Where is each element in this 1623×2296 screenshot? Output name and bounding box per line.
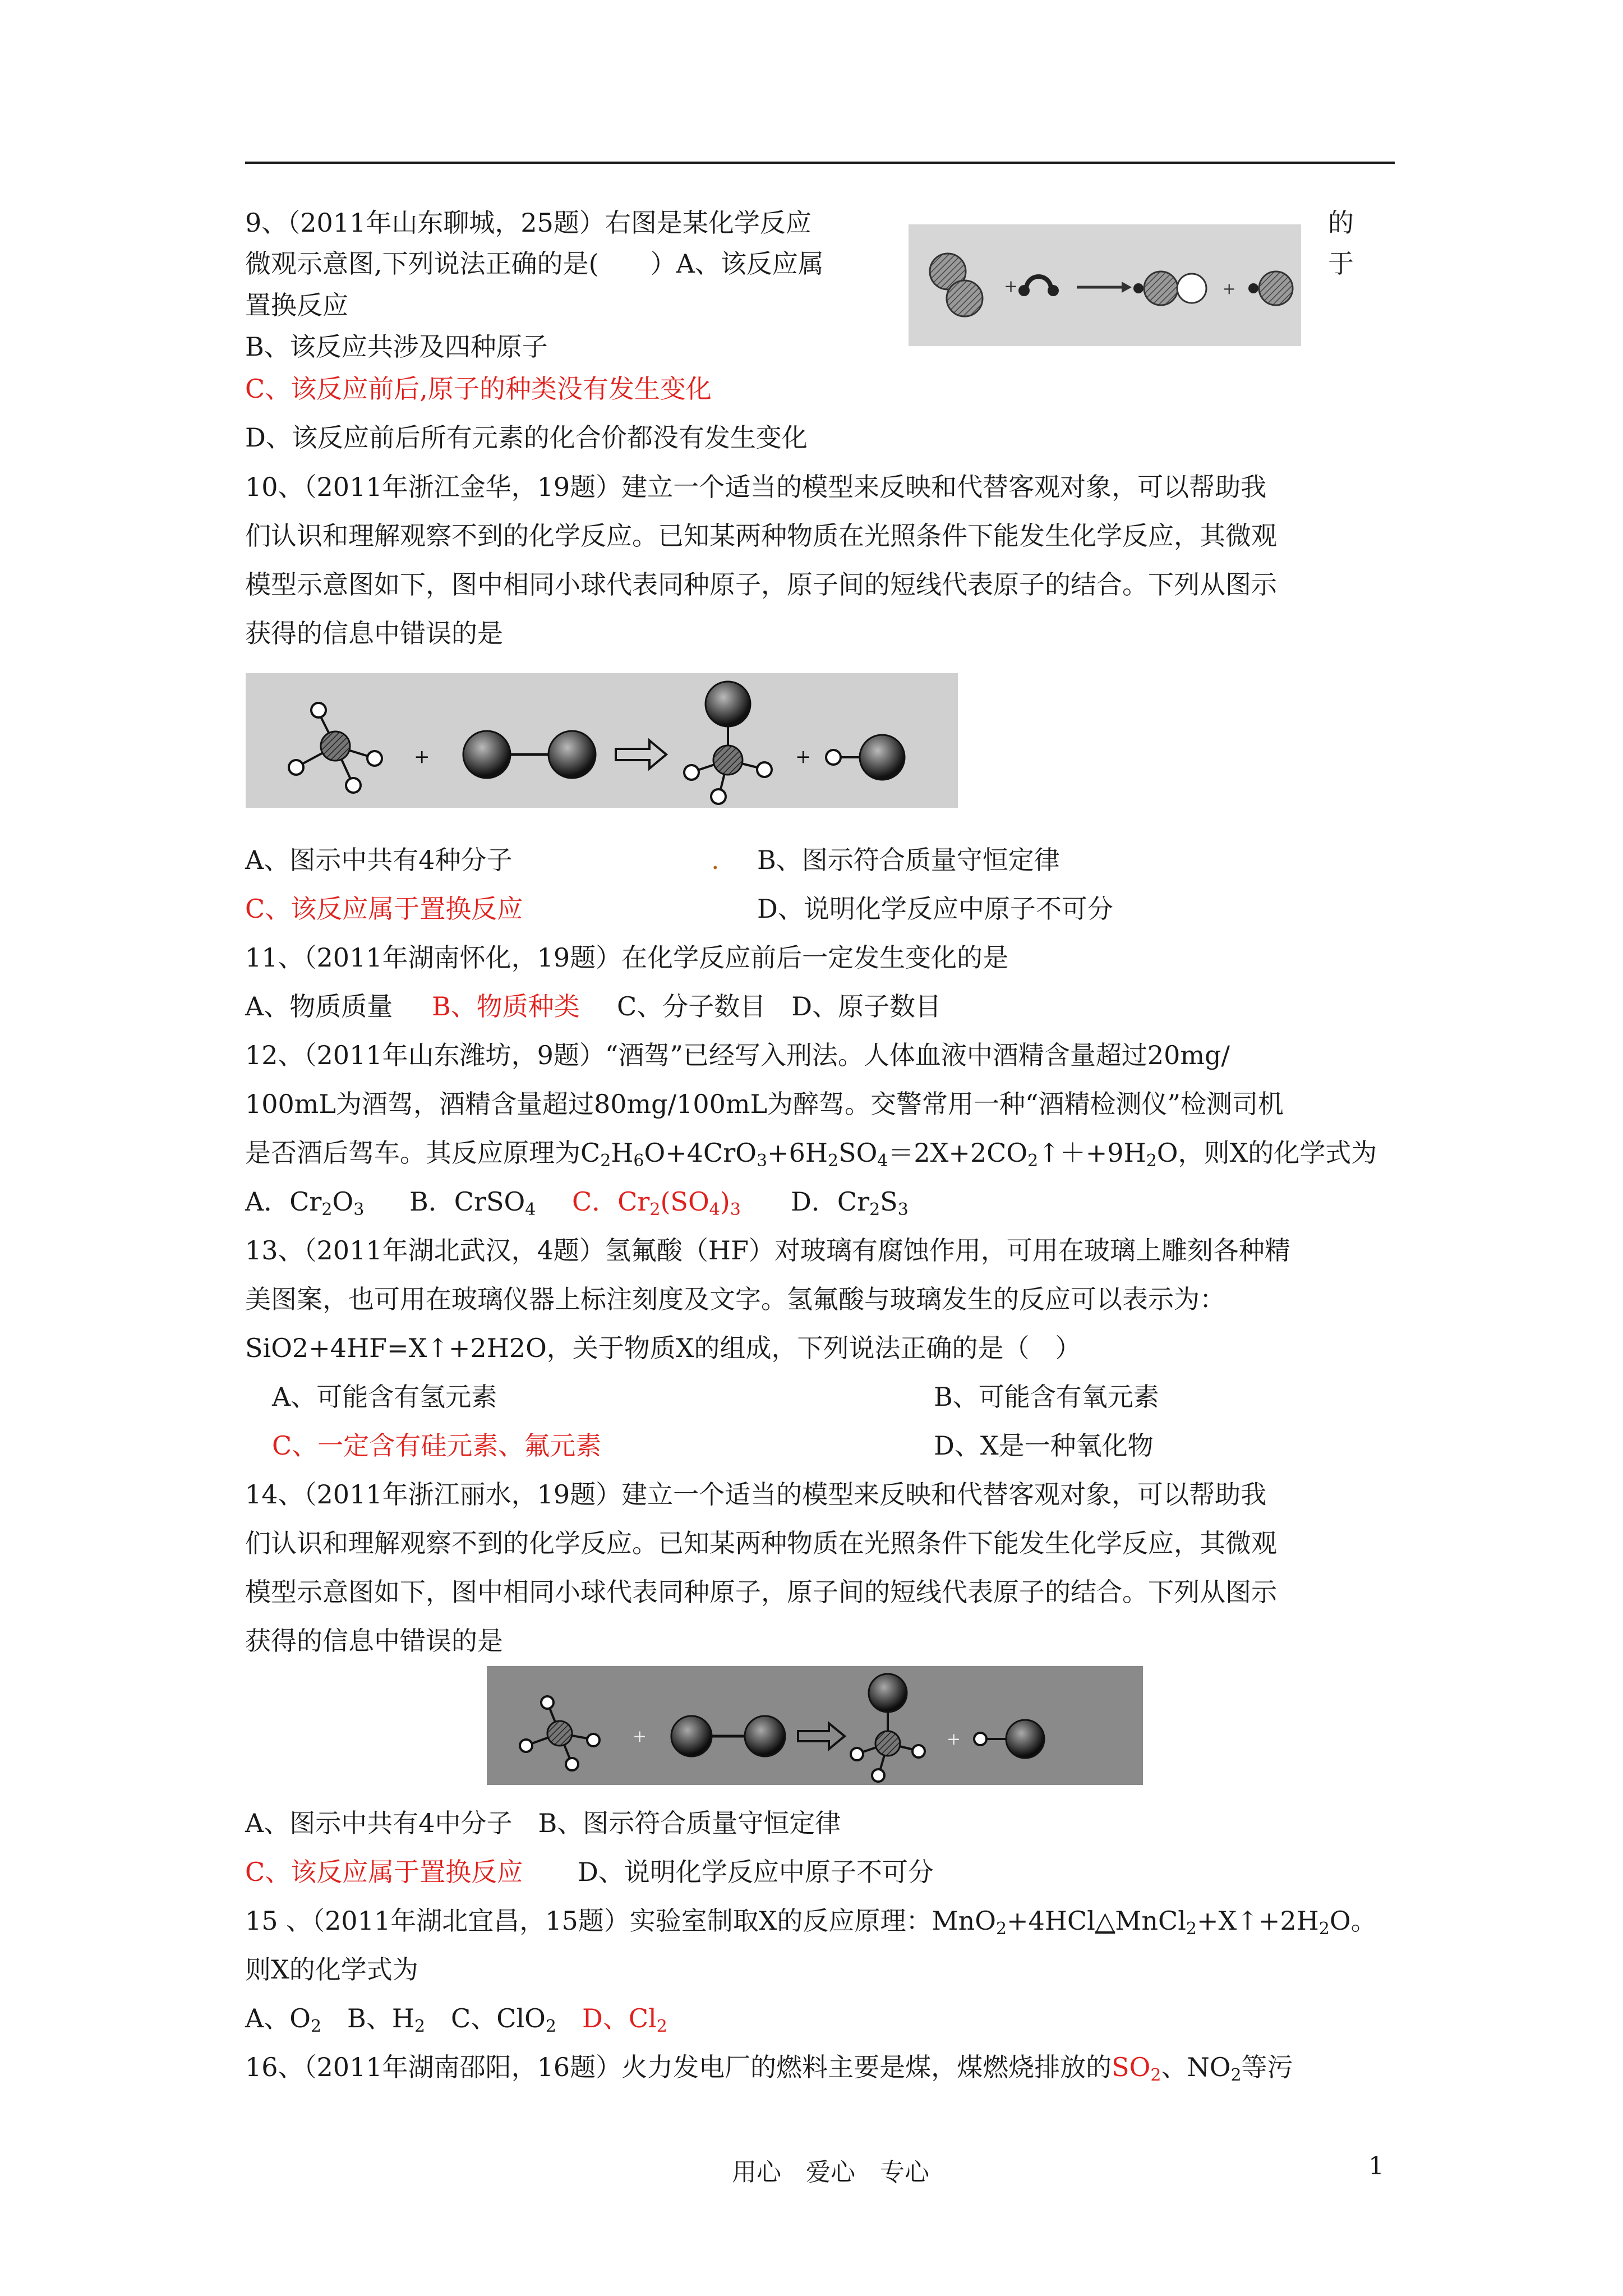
q13-option-d: D、X是一种氧化物 (934, 1430, 1154, 1461)
svg-text:+: + (1223, 279, 1236, 298)
q12-line-2: 100mL为酒驾，酒精含量超过80mg/100mL为醉驾。交警常用一种“酒精检测仪”检测司机 (245, 1089, 1284, 1119)
q13-option-a: A、可能含有氢元素 (272, 1382, 497, 1412)
q10-line-3: 模型示意图如下，图中相同小球代表同种原子，原子间的短线代表原子的结合。下列从图示 (245, 569, 1277, 600)
q15-line-1: 15 、（2011年湖北宜昌，15题）实验室制取X的反应原理：$MnO_2+4HCl\triangle MnCl_2+X↑+2H_2O$。 (245, 1906, 1377, 1939)
q14-option-ab: A、图示中共有4中分子 B、图示符合质量守恒定律 (245, 1808, 841, 1838)
q13-option-c: C、一定含有硅元素、氟元素 (272, 1430, 602, 1461)
q14-model-diagram (487, 1666, 1143, 1785)
q14-line-1: 14、（2011年浙江丽水，19题）建立一个适当的模型来反映和代替客观对象，可以帮助我 (245, 1479, 1267, 1510)
q14-line-3: 模型示意图如下，图中相同小球代表同种原子，原子间的短线代表原子的结合。下列从图示 (245, 1577, 1277, 1607)
q15-line-2: 则X的化学式为 (245, 1954, 418, 1985)
q10-dot: . (711, 845, 720, 875)
q9-option-d: D、该反应前后所有元素的化合价都没有发生变化 (245, 422, 808, 453)
q15-option-d: D、$Cl_2$ (582, 2003, 667, 2036)
q14-option-d: D、说明化学反应中原子不可分 (578, 1857, 934, 1887)
q13-option-b: B、可能含有氧元素 (934, 1382, 1159, 1412)
svg-text:+: + (795, 746, 811, 768)
q12-line-3: 是否酒后驾车。其反应原理为$C_2H_6O+4CrO_3+6H_2SO_4=2X+2CO_2↑++9H_2O$，则X的化学式为 (245, 1138, 1377, 1171)
q10-line-1: 10、（2011年浙江金华，19题）建立一个适当的模型来反映和代替客观对象，可以帮助我 (245, 472, 1267, 502)
q12-line-1: 12、（2011年山东潍坊，9题）“酒驾”已经写入刑法。人体血液中酒精含量超过20mg/ (245, 1040, 1230, 1070)
q10-option-a: A、图示中共有4种分子 (245, 845, 513, 875)
page-number: 1 (1368, 2152, 1384, 2180)
q10-option-d: D、说明化学反应中原子不可分 (757, 894, 1113, 924)
q10-option-c: C、该反应属于置换反应 (245, 894, 523, 924)
q9-option-b: B、该反应共涉及四种原子 (245, 332, 548, 362)
footer-slogan: 用心 爱心 专心 (732, 2158, 929, 2187)
q9-line-2: 微观示意图,下列说法正确的是( ）A、该反应属 (245, 249, 824, 279)
q10-line-2: 们认识和理解观察不到的化学反应。已知某两种物质在光照条件下能发生化学反应，其微观 (245, 521, 1277, 551)
q12-option-b: B．CrSO$_4$ (409, 1186, 536, 1220)
svg-text:+: + (1004, 277, 1018, 296)
header-rule (245, 162, 1395, 164)
q13-line-2: 美图案，也可用在玻璃仪器上标注刻度及文字。氢氟酸与玻璃发生的反应可以表示为： (245, 1284, 1225, 1314)
q13-line-1: 13、（2011年湖北武汉，4题）氢氟酸（HF）对玻璃有腐蚀作用，可用在玻璃上雕刻各种精 (245, 1235, 1290, 1266)
q9-line-1-tail: 的 (1328, 208, 1354, 238)
q12-option-c: C．$Cr_2(SO_4)_3$ (572, 1186, 741, 1220)
q15-options-abc: A、$O_2$ B、$H_2$ C、ClO$_2$ D、$Cl_2$ (245, 2003, 667, 2036)
q10-option-b: B、图示符合质量守恒定律 (757, 845, 1060, 875)
q9-line-1: 9、（2011年山东聊城，25题）右图是某化学反应 (245, 208, 811, 238)
svg-text:+: + (947, 1729, 961, 1749)
q9-reaction-diagram (909, 224, 1301, 346)
q11-option-cd: C、分子数目 D、原子数目 (617, 991, 942, 1022)
q10-model-diagram (246, 673, 958, 808)
q14-option-c: C、该反应属于置换反应 (245, 1857, 523, 1887)
q9-line-3: 置换反应 (245, 290, 348, 320)
q11-option-b: B、物质种类 (432, 991, 580, 1022)
q13-line-3: SiO2+4HF=X↑+2H2O，关于物质X的组成，下列说法正确的是（ ） (245, 1333, 1081, 1363)
svg-text:+: + (414, 746, 430, 768)
svg-text:+: + (633, 1727, 647, 1746)
q10-line-4: 获得的信息中错误的是 (245, 618, 503, 648)
q14-line-2: 们认识和理解观察不到的化学反应。已知某两种物质在光照条件下能发生化学反应，其微观 (245, 1528, 1277, 1558)
q16-line-1: 16、（2011年湖南邵阳，16题）火力发电厂的燃料主要是煤，煤燃烧排放的$SO_2$、$NO_2$等污 (245, 2052, 1293, 2085)
q12-option-a: A．$Cr_2O_3$ (245, 1186, 365, 1220)
q12-option-d: D．$Cr_2S_3$ (791, 1186, 909, 1220)
q11-line-1: 11、（2011年湖南怀化，19题）在化学反应前后一定发生变化的是 (245, 942, 1009, 973)
q9-option-c: C、该反应前后,原子的种类没有发生变化 (245, 374, 712, 404)
q9-line-2-tail: 于 (1328, 249, 1354, 279)
q11-option-a: A、物质质量 (245, 991, 393, 1022)
q14-line-4: 获得的信息中错误的是 (245, 1626, 503, 1656)
